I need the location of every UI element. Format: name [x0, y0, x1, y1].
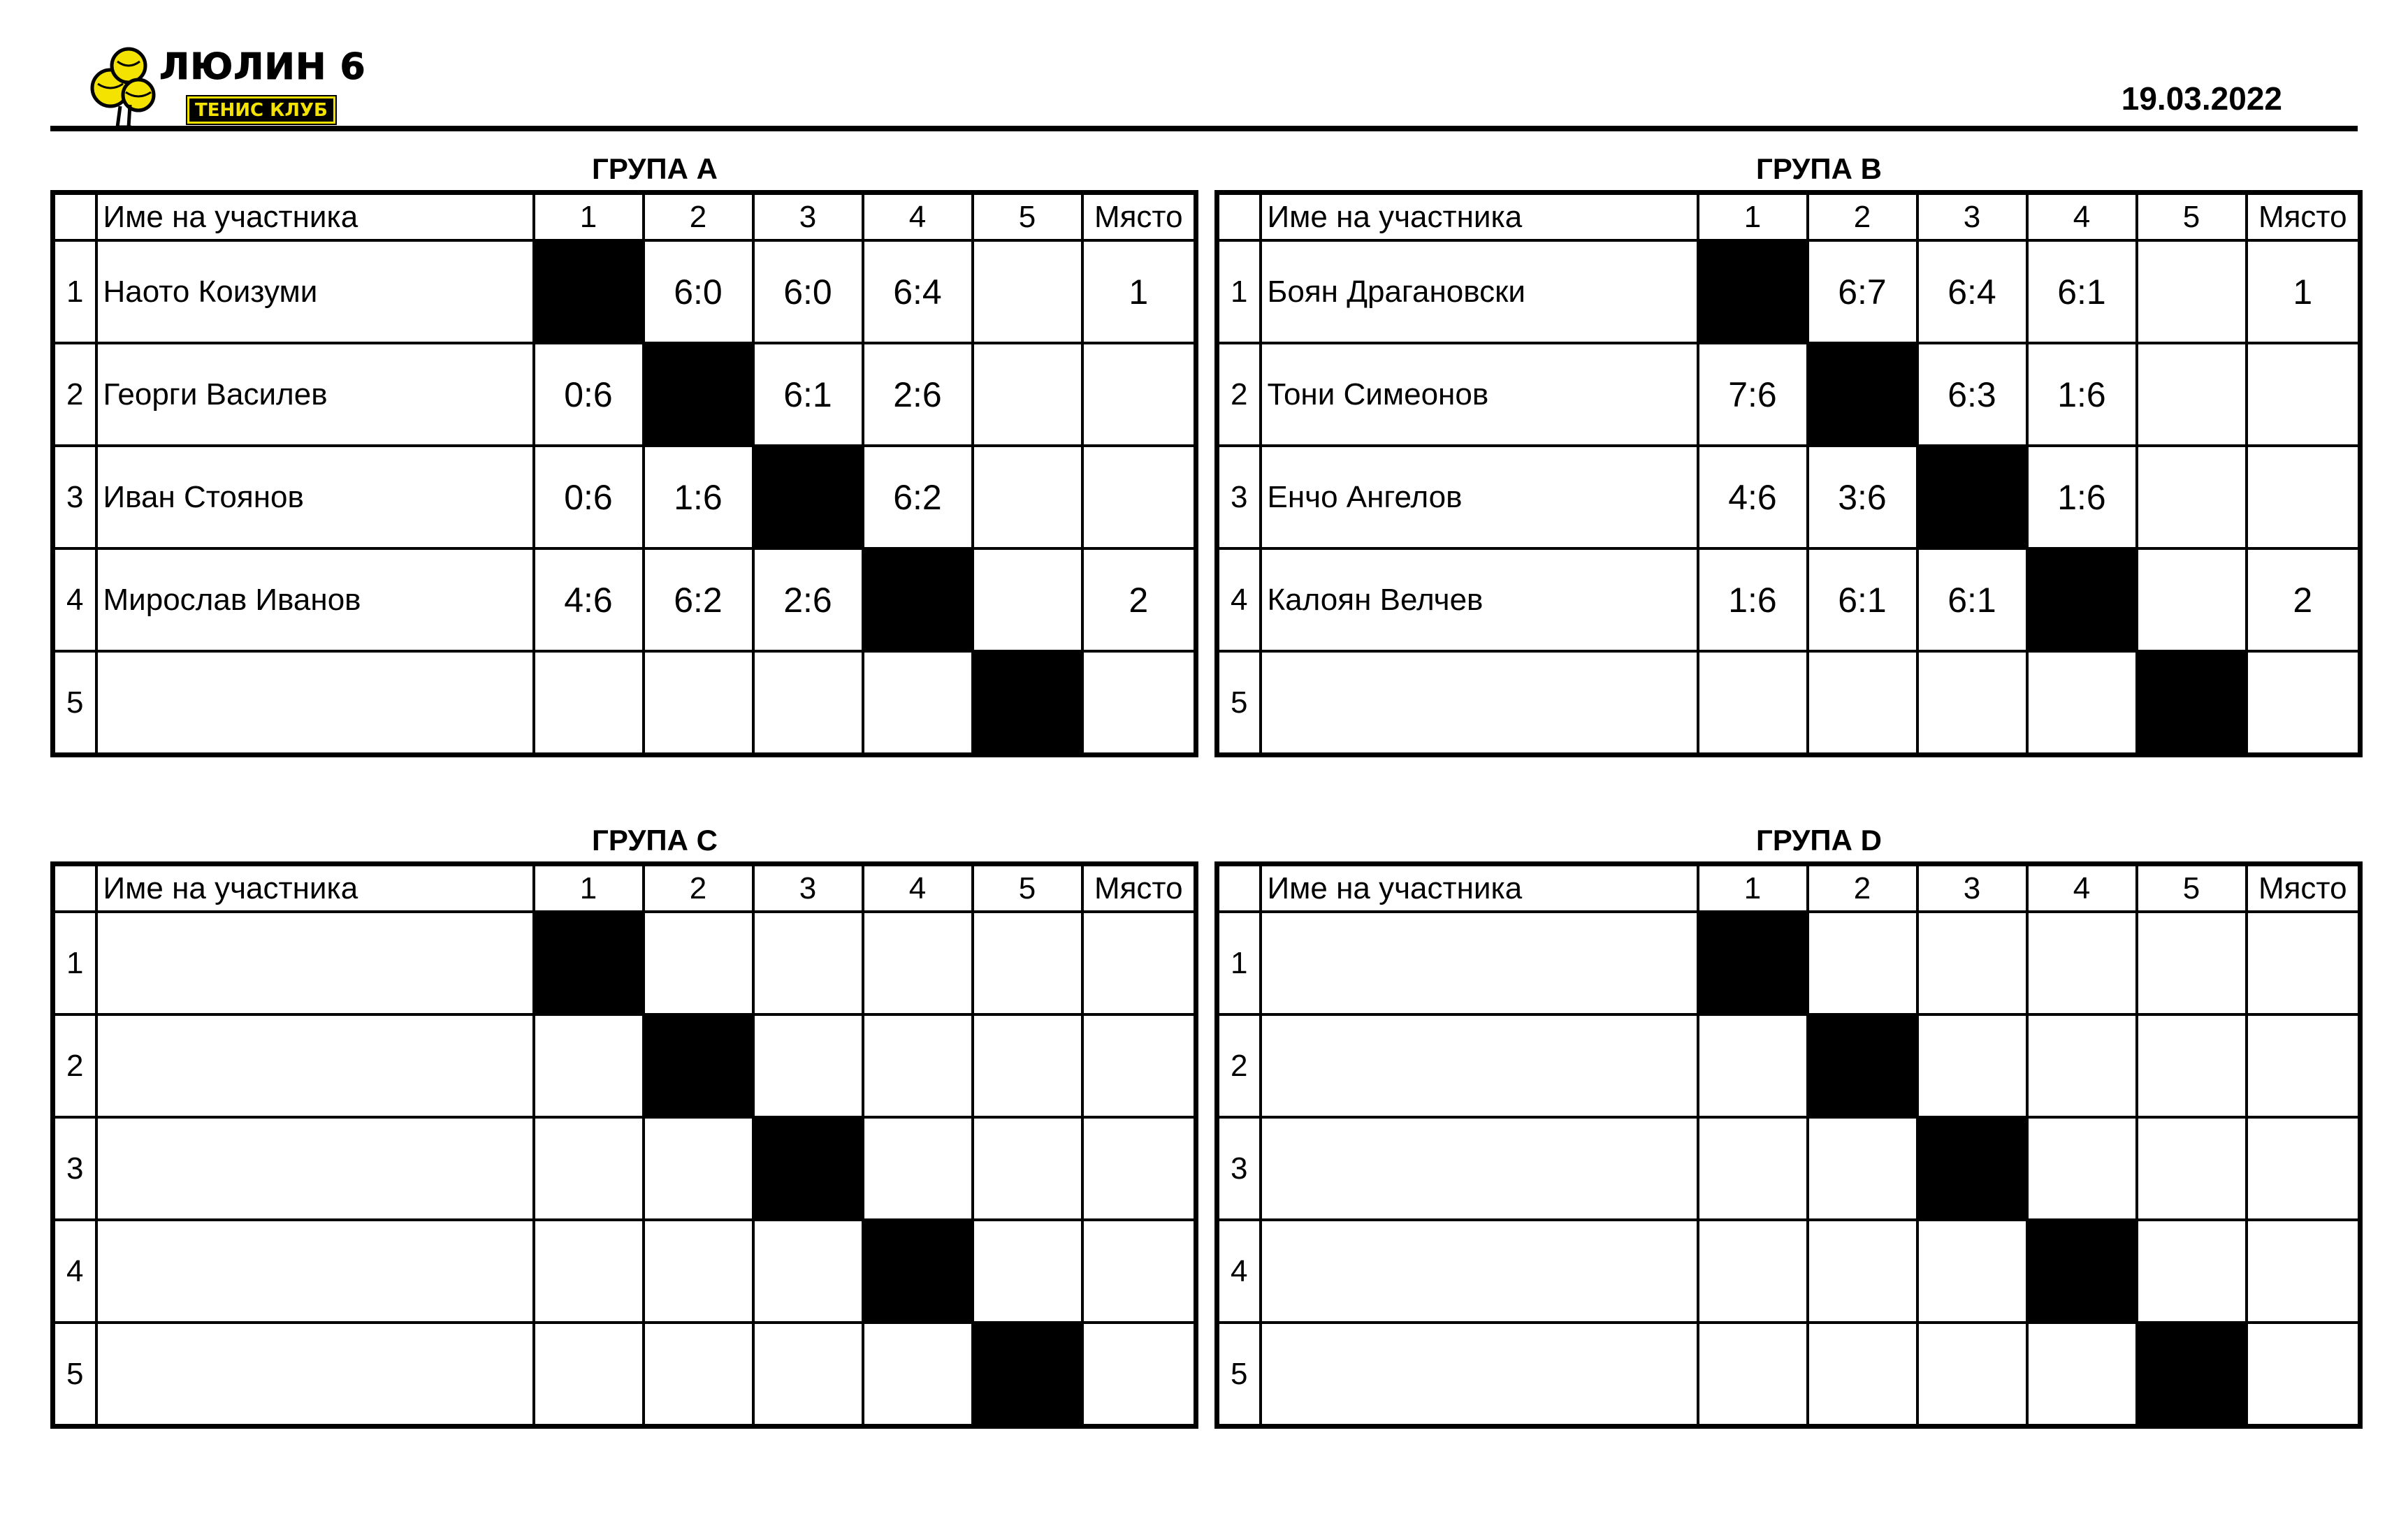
group-title: ГРУПА A	[592, 152, 718, 185]
table-row	[1217, 343, 2360, 446]
place-cell	[2247, 1323, 2360, 1427]
score-cell	[753, 651, 863, 755]
header-opponent-4: 4	[2027, 193, 2137, 241]
row-number: 3	[1217, 446, 1261, 548]
table-row	[53, 651, 1196, 755]
score-cell	[2027, 651, 2137, 755]
player-name	[96, 912, 534, 1014]
score-cell	[644, 651, 753, 755]
header-opponent-4: 4	[863, 193, 973, 241]
round-robin-table	[1214, 861, 2363, 1429]
self-match-blocked-cell	[534, 240, 644, 343]
table-row	[53, 548, 1196, 651]
score-cell	[2027, 1117, 2137, 1220]
score-cell	[2137, 1014, 2247, 1117]
header-opponent-3: 3	[1917, 193, 2027, 241]
header-opponent-1: 1	[1698, 864, 1808, 912]
score-cell: 1:6	[644, 446, 753, 548]
score-cell: 6:0	[753, 240, 863, 343]
row-number: 5	[53, 1323, 96, 1427]
score-cell	[534, 1323, 644, 1427]
row-number: 4	[53, 1220, 96, 1323]
header-corner-cell	[53, 193, 96, 241]
header-corner-cell	[1217, 193, 1261, 241]
score-cell	[1698, 1117, 1808, 1220]
score-cell: 0:6	[534, 343, 644, 446]
self-match-blocked-cell	[1808, 343, 1917, 446]
score-cell	[973, 912, 1082, 1014]
place-cell	[1082, 651, 1196, 755]
club-logo	[89, 46, 369, 130]
header-place: Място	[1082, 193, 1196, 241]
header-corner-cell	[1217, 864, 1261, 912]
group-c	[50, 820, 1194, 1429]
place-cell: 2	[2247, 548, 2360, 651]
score-cell	[863, 912, 973, 1014]
score-cell	[2137, 343, 2247, 446]
header-place: Място	[2247, 864, 2360, 912]
table-row	[53, 1117, 1196, 1220]
score-cell: 6:2	[863, 446, 973, 548]
self-match-blocked-cell	[644, 1014, 753, 1117]
player-name: Калоян Велчев	[1261, 548, 1698, 651]
self-match-blocked-cell	[753, 1117, 863, 1220]
player-name: Иван Стоянов	[96, 446, 534, 548]
header-opponent-3: 3	[753, 864, 863, 912]
player-name: Георги Василев	[96, 343, 534, 446]
self-match-blocked-cell	[1698, 912, 1808, 1014]
score-cell	[1808, 1117, 1917, 1220]
row-number: 2	[1217, 343, 1261, 446]
header-opponent-4: 4	[863, 864, 973, 912]
score-cell	[644, 912, 753, 1014]
place-cell	[1082, 1014, 1196, 1117]
row-number: 2	[1217, 1014, 1261, 1117]
header-corner-cell	[53, 864, 96, 912]
table-row	[53, 1014, 1196, 1117]
header-opponent-1: 1	[1698, 193, 1808, 241]
player-name	[96, 1323, 534, 1427]
row-number: 2	[53, 1014, 96, 1117]
score-cell	[1917, 1323, 2027, 1427]
row-number: 1	[53, 240, 96, 343]
score-cell	[973, 1014, 1082, 1117]
player-name	[1261, 1014, 1698, 1117]
header-place: Място	[2247, 193, 2360, 241]
place-cell	[2247, 912, 2360, 1014]
score-cell	[2137, 446, 2247, 548]
score-cell: 1:6	[2027, 446, 2137, 548]
score-cell	[753, 912, 863, 1014]
tennis-ball-tree-icon	[89, 46, 166, 130]
score-cell	[534, 1014, 644, 1117]
self-match-blocked-cell	[753, 446, 863, 548]
self-match-blocked-cell	[644, 343, 753, 446]
score-cell	[1917, 1220, 2027, 1323]
score-cell: 4:6	[1698, 446, 1808, 548]
score-cell	[2137, 912, 2247, 1014]
row-number: 5	[1217, 1323, 1261, 1427]
score-cell: 1:6	[2027, 343, 2137, 446]
tournament-date: 19.03.2022	[2121, 80, 2282, 117]
self-match-blocked-cell	[2137, 1323, 2247, 1427]
place-cell	[1082, 912, 1196, 1014]
score-cell	[2027, 912, 2137, 1014]
place-cell	[2247, 651, 2360, 755]
score-cell: 6:1	[1808, 548, 1917, 651]
score-cell	[534, 651, 644, 755]
score-cell: 3:6	[1808, 446, 1917, 548]
table-header-row	[53, 193, 1196, 241]
table-row	[53, 240, 1196, 343]
place-cell	[1082, 343, 1196, 446]
header-name: Име на участника	[96, 193, 534, 241]
player-name	[1261, 912, 1698, 1014]
score-cell	[753, 1323, 863, 1427]
header-opponent-2: 2	[1808, 193, 1917, 241]
round-robin-table	[1214, 190, 2363, 757]
table-row	[1217, 446, 2360, 548]
player-name	[1261, 1117, 1698, 1220]
score-cell	[863, 1117, 973, 1220]
header-opponent-3: 3	[1917, 864, 2027, 912]
score-cell	[644, 1117, 753, 1220]
self-match-blocked-cell	[2027, 1220, 2137, 1323]
score-cell	[973, 1220, 1082, 1323]
header-opponent-3: 3	[753, 193, 863, 241]
header-name: Име на участника	[1261, 193, 1698, 241]
table-row	[53, 1323, 1196, 1427]
score-cell: 0:6	[534, 446, 644, 548]
score-cell	[973, 240, 1082, 343]
player-name	[1261, 651, 1698, 755]
header-opponent-2: 2	[644, 864, 753, 912]
score-cell	[863, 1014, 973, 1117]
row-number: 5	[53, 651, 96, 755]
table-row	[1217, 912, 2360, 1014]
score-cell	[973, 548, 1082, 651]
place-cell	[1082, 1323, 1196, 1427]
self-match-blocked-cell	[863, 548, 973, 651]
row-number: 4	[53, 548, 96, 651]
player-name	[96, 1014, 534, 1117]
table-row	[53, 343, 1196, 446]
score-cell	[534, 1220, 644, 1323]
player-name	[1261, 1220, 1698, 1323]
score-cell	[1808, 1220, 1917, 1323]
score-cell	[973, 343, 1082, 446]
score-cell: 7:6	[1698, 343, 1808, 446]
score-cell: 6:1	[2027, 240, 2137, 343]
score-cell	[753, 1220, 863, 1323]
place-cell	[2247, 1014, 2360, 1117]
self-match-blocked-cell	[863, 1220, 973, 1323]
score-cell: 4:6	[534, 548, 644, 651]
row-number: 5	[1217, 651, 1261, 755]
player-name: Боян Драгановски	[1261, 240, 1698, 343]
logo-subtitle: ТЕНИС КЛУБ	[187, 96, 335, 124]
score-cell	[2027, 1014, 2137, 1117]
self-match-blocked-cell	[1698, 240, 1808, 343]
row-number: 4	[1217, 548, 1261, 651]
self-match-blocked-cell	[534, 912, 644, 1014]
place-cell	[1082, 1117, 1196, 1220]
header-opponent-5: 5	[2137, 193, 2247, 241]
table-row	[1217, 651, 2360, 755]
table-header-row	[1217, 864, 2360, 912]
self-match-blocked-cell	[973, 1323, 1082, 1427]
group-d	[1214, 820, 2358, 1429]
place-cell	[1082, 446, 1196, 548]
header-opponent-1: 1	[534, 193, 644, 241]
self-match-blocked-cell	[1917, 1117, 2027, 1220]
place-cell: 1	[2247, 240, 2360, 343]
score-cell: 6:4	[863, 240, 973, 343]
score-cell	[1698, 1323, 1808, 1427]
table-row	[53, 446, 1196, 548]
header-opponent-4: 4	[2027, 864, 2137, 912]
score-cell: 6:0	[644, 240, 753, 343]
score-cell: 6:4	[1917, 240, 2027, 343]
score-cell	[2137, 1117, 2247, 1220]
score-cell	[973, 1117, 1082, 1220]
row-number: 2	[53, 343, 96, 446]
score-cell	[2137, 548, 2247, 651]
score-cell	[2027, 1323, 2137, 1427]
header-opponent-5: 5	[973, 864, 1082, 912]
score-cell	[1917, 912, 2027, 1014]
header-divider	[50, 126, 2358, 131]
player-name: Тони Симеонов	[1261, 343, 1698, 446]
score-cell	[1698, 1220, 1808, 1323]
score-cell	[2137, 240, 2247, 343]
row-number: 3	[53, 1117, 96, 1220]
self-match-blocked-cell	[973, 651, 1082, 755]
score-cell	[644, 1220, 753, 1323]
score-cell: 2:6	[863, 343, 973, 446]
score-cell: 1:6	[1698, 548, 1808, 651]
table-row	[1217, 240, 2360, 343]
table-header-row	[53, 864, 1196, 912]
score-cell: 2:6	[753, 548, 863, 651]
table-header-row	[1217, 193, 2360, 241]
header-opponent-1: 1	[534, 864, 644, 912]
header-name: Име на участника	[1261, 864, 1698, 912]
table-row	[1217, 548, 2360, 651]
score-cell	[644, 1323, 753, 1427]
place-cell	[2247, 1220, 2360, 1323]
score-cell	[1698, 1014, 1808, 1117]
row-number: 1	[1217, 912, 1261, 1014]
group-title: ГРУПА D	[1756, 824, 1882, 857]
row-number: 1	[53, 912, 96, 1014]
place-cell: 2	[1082, 548, 1196, 651]
row-number: 3	[53, 446, 96, 548]
player-name	[1261, 1323, 1698, 1427]
self-match-blocked-cell	[2027, 548, 2137, 651]
table-row	[1217, 1323, 2360, 1427]
player-name	[96, 1117, 534, 1220]
logo-title: ЛЮЛИН 6	[159, 46, 366, 88]
self-match-blocked-cell	[2137, 651, 2247, 755]
score-cell	[2137, 1220, 2247, 1323]
score-cell	[1698, 651, 1808, 755]
round-robin-table	[50, 861, 1198, 1429]
score-cell: 6:2	[644, 548, 753, 651]
round-robin-table	[50, 190, 1198, 757]
place-cell	[2247, 446, 2360, 548]
place-cell	[1082, 1220, 1196, 1323]
table-row	[53, 912, 1196, 1014]
score-cell	[1808, 651, 1917, 755]
table-row	[1217, 1117, 2360, 1220]
header-opponent-2: 2	[1808, 864, 1917, 912]
score-cell	[1917, 651, 2027, 755]
group-a	[50, 148, 1194, 757]
player-name	[96, 651, 534, 755]
group-title: ГРУПА B	[1756, 152, 1882, 185]
place-cell	[2247, 1117, 2360, 1220]
self-match-blocked-cell	[1808, 1014, 1917, 1117]
player-name: Енчо Ангелов	[1261, 446, 1698, 548]
score-cell: 6:1	[1917, 548, 2027, 651]
score-cell: 6:1	[753, 343, 863, 446]
row-number: 1	[1217, 240, 1261, 343]
header-opponent-5: 5	[973, 193, 1082, 241]
score-cell	[1917, 1014, 2027, 1117]
place-cell	[2247, 343, 2360, 446]
score-cell	[753, 1014, 863, 1117]
table-row	[1217, 1014, 2360, 1117]
score-cell	[973, 446, 1082, 548]
header-opponent-2: 2	[644, 193, 753, 241]
header-place: Място	[1082, 864, 1196, 912]
player-name	[96, 1220, 534, 1323]
score-cell	[1808, 912, 1917, 1014]
score-cell: 6:3	[1917, 343, 2027, 446]
group-b	[1214, 148, 2358, 757]
row-number: 4	[1217, 1220, 1261, 1323]
score-cell	[863, 1323, 973, 1427]
place-cell: 1	[1082, 240, 1196, 343]
row-number: 3	[1217, 1117, 1261, 1220]
group-title: ГРУПА C	[592, 824, 718, 857]
table-row	[53, 1220, 1196, 1323]
score-cell: 6:7	[1808, 240, 1917, 343]
header-opponent-5: 5	[2137, 864, 2247, 912]
score-cell	[863, 651, 973, 755]
player-name: Наото Коизуми	[96, 240, 534, 343]
score-cell	[534, 1117, 644, 1220]
table-row	[1217, 1220, 2360, 1323]
self-match-blocked-cell	[1917, 446, 2027, 548]
player-name: Мирослав Иванов	[96, 548, 534, 651]
score-cell	[1808, 1323, 1917, 1427]
header-name: Име на участника	[96, 864, 534, 912]
